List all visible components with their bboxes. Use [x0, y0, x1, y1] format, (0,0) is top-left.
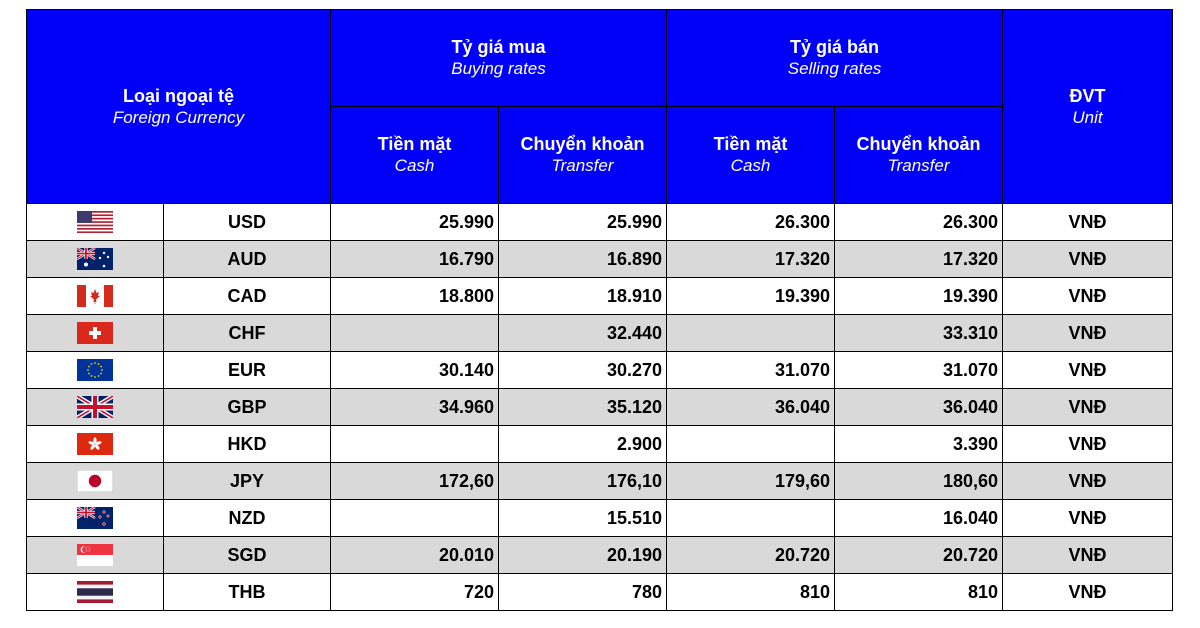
buy-cash-value: 25.990	[331, 204, 499, 241]
buy-transfer-value: 25.990	[499, 204, 667, 241]
th-flag-icon	[77, 581, 113, 603]
unit-value: VNĐ	[1003, 537, 1173, 574]
table-row	[27, 278, 1173, 315]
au-flag-icon	[77, 248, 113, 270]
buy-transfer-value: 16.890	[499, 241, 667, 278]
buy-cash-value	[331, 500, 499, 537]
header-sell-transfer-vi: Chuyển khoản	[856, 134, 981, 154]
ch-flag-icon	[77, 322, 113, 344]
header-currency-vi: Loại ngoại tệ	[123, 85, 235, 106]
header-sell-transfer	[835, 107, 1003, 204]
currency-code: NZD	[164, 500, 331, 537]
header-buy-transfer	[499, 107, 667, 204]
flag-cell	[27, 574, 164, 611]
sell-transfer-value: 3.390	[835, 426, 1003, 463]
flag-cell	[27, 241, 164, 278]
buy-transfer-value: 35.120	[499, 389, 667, 426]
sell-cash-value: 20.720	[667, 537, 835, 574]
buy-transfer-value: 20.190	[499, 537, 667, 574]
currency-code: SGD	[164, 537, 331, 574]
unit-value: VNĐ	[1003, 389, 1173, 426]
currency-code: GBP	[164, 389, 331, 426]
sell-transfer-value: 180,60	[835, 463, 1003, 500]
table-row	[27, 352, 1173, 389]
currency-code: CHF	[164, 315, 331, 352]
currency-code: EUR	[164, 352, 331, 389]
header-buying-vi: Tỷ giá mua	[451, 37, 546, 57]
header-currency	[27, 10, 331, 204]
hk-flag-icon	[77, 433, 113, 455]
sell-cash-value: 19.390	[667, 278, 835, 315]
currency-code: AUD	[164, 241, 331, 278]
sell-cash-value	[667, 426, 835, 463]
ca-flag-icon	[77, 285, 113, 307]
table-row	[27, 463, 1173, 500]
header-unit-en: Unit	[1072, 107, 1103, 127]
header-buy-transfer-en: Transfer	[551, 156, 614, 175]
nz-flag-icon	[77, 507, 113, 529]
sell-cash-value	[667, 500, 835, 537]
header-selling-vi: Tỷ giá bán	[790, 37, 880, 57]
buy-transfer-value: 780	[499, 574, 667, 611]
currency-code: JPY	[164, 463, 331, 500]
buy-cash-value: 720	[331, 574, 499, 611]
flag-cell	[27, 352, 164, 389]
header-currency-en: Foreign Currency	[112, 107, 245, 127]
currency-code: THB	[164, 574, 331, 611]
gb-flag-icon	[77, 396, 113, 418]
header-unit	[1003, 10, 1173, 204]
flag-cell	[27, 500, 164, 537]
jp-flag-icon	[77, 470, 113, 492]
unit-value: VNĐ	[1003, 574, 1173, 611]
buy-cash-value: 30.140	[331, 352, 499, 389]
table-row	[27, 537, 1173, 574]
buy-cash-value: 18.800	[331, 278, 499, 315]
sell-cash-value: 810	[667, 574, 835, 611]
unit-value: VNĐ	[1003, 241, 1173, 278]
us-flag-icon	[77, 211, 113, 233]
table-row	[27, 574, 1173, 611]
sell-transfer-value: 19.390	[835, 278, 1003, 315]
header-buy-cash-en: Cash	[394, 156, 435, 175]
buy-cash-value	[331, 426, 499, 463]
buy-transfer-value: 176,10	[499, 463, 667, 500]
sell-cash-value: 26.300	[667, 204, 835, 241]
header-sell-cash-vi: Tiền mặt	[713, 134, 788, 154]
table-row	[27, 204, 1173, 241]
header-buy-cash-vi: Tiền mặt	[377, 134, 452, 154]
table-row	[27, 426, 1173, 463]
sell-transfer-value: 810	[835, 574, 1003, 611]
currency-code: CAD	[164, 278, 331, 315]
sell-transfer-value: 36.040	[835, 389, 1003, 426]
flag-cell	[27, 315, 164, 352]
exchange-rate-table	[26, 9, 1173, 611]
unit-value: VNĐ	[1003, 500, 1173, 537]
header-sell-cash	[667, 107, 835, 204]
sell-transfer-value: 17.320	[835, 241, 1003, 278]
flag-cell	[27, 389, 164, 426]
exchange-rate-table-wrapper	[26, 9, 1172, 611]
buy-transfer-value: 30.270	[499, 352, 667, 389]
table-row	[27, 241, 1173, 278]
unit-value: VNĐ	[1003, 426, 1173, 463]
unit-value: VNĐ	[1003, 352, 1173, 389]
flag-cell	[27, 426, 164, 463]
sell-cash-value: 17.320	[667, 241, 835, 278]
buy-cash-value: 172,60	[331, 463, 499, 500]
buy-transfer-value: 2.900	[499, 426, 667, 463]
header-buying	[331, 10, 667, 107]
unit-value: VNĐ	[1003, 204, 1173, 241]
sell-transfer-value: 33.310	[835, 315, 1003, 352]
header-selling-en: Selling rates	[787, 59, 882, 78]
buy-transfer-value: 18.910	[499, 278, 667, 315]
buy-transfer-value: 32.440	[499, 315, 667, 352]
unit-value: VNĐ	[1003, 463, 1173, 500]
header-sell-transfer-en: Transfer	[887, 156, 950, 175]
buy-cash-value: 20.010	[331, 537, 499, 574]
sell-transfer-value: 16.040	[835, 500, 1003, 537]
table-row	[27, 315, 1173, 352]
table-row	[27, 500, 1173, 537]
sell-cash-value: 36.040	[667, 389, 835, 426]
flag-cell	[27, 204, 164, 241]
header-buy-transfer-vi: Chuyển khoản	[520, 134, 645, 154]
flag-cell	[27, 537, 164, 574]
sg-flag-icon	[77, 544, 113, 566]
buy-cash-value: 34.960	[331, 389, 499, 426]
sell-transfer-value: 31.070	[835, 352, 1003, 389]
sell-transfer-value: 20.720	[835, 537, 1003, 574]
header-selling	[667, 10, 1003, 107]
unit-value: VNĐ	[1003, 315, 1173, 352]
buy-cash-value: 16.790	[331, 241, 499, 278]
eu-flag-icon	[77, 359, 113, 381]
header-buying-en: Buying rates	[451, 59, 546, 78]
buy-cash-value	[331, 315, 499, 352]
table-row	[27, 389, 1173, 426]
header-sell-cash-en: Cash	[730, 156, 771, 175]
flag-cell	[27, 463, 164, 500]
buy-transfer-value: 15.510	[499, 500, 667, 537]
sell-cash-value	[667, 315, 835, 352]
sell-transfer-value: 26.300	[835, 204, 1003, 241]
currency-code: USD	[164, 204, 331, 241]
header-unit-vi: ĐVT	[1069, 85, 1106, 106]
currency-code: HKD	[164, 426, 331, 463]
sell-cash-value: 31.070	[667, 352, 835, 389]
header-buy-cash	[331, 107, 499, 204]
flag-cell	[27, 278, 164, 315]
unit-value: VNĐ	[1003, 278, 1173, 315]
sell-cash-value: 179,60	[667, 463, 835, 500]
